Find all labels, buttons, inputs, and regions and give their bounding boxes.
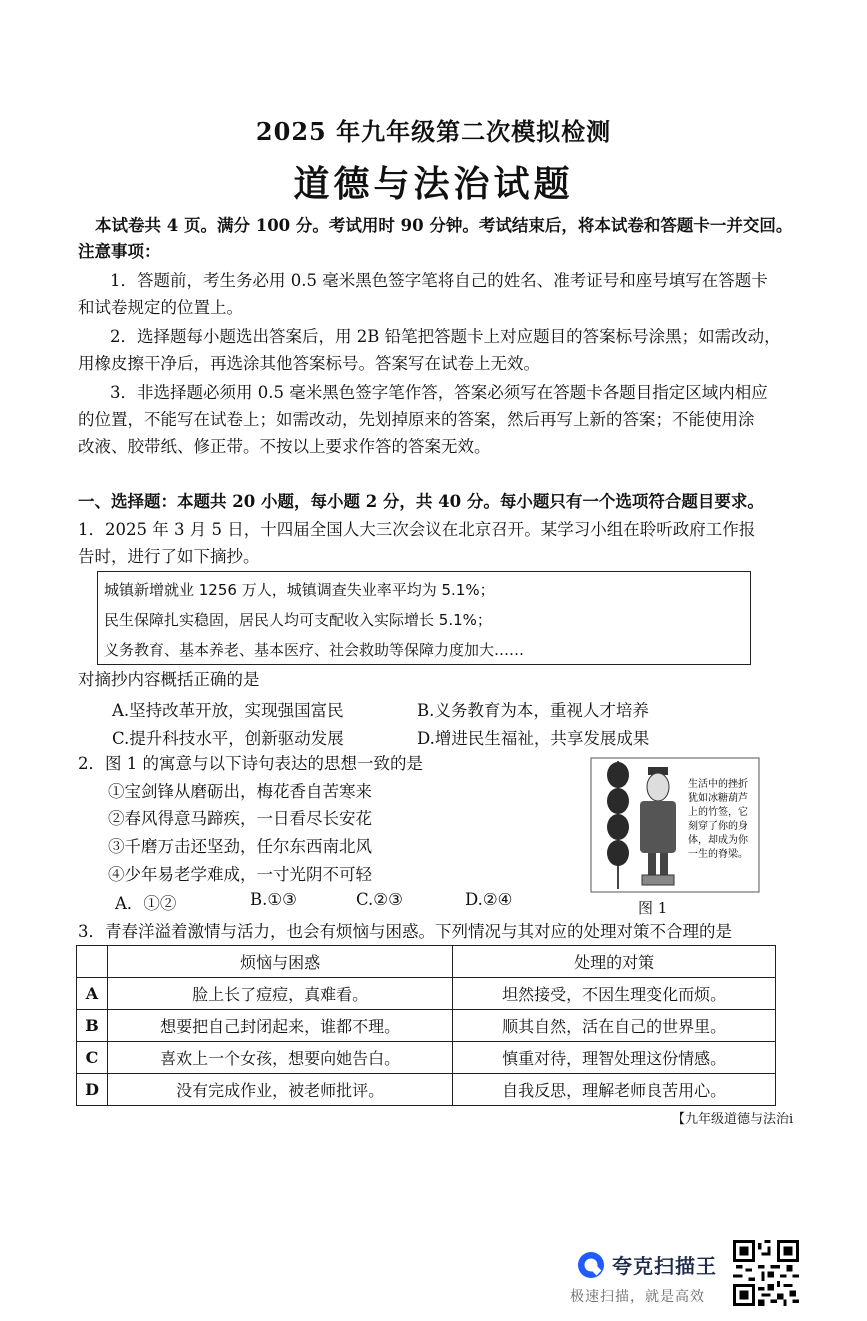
person-leg-right <box>660 853 668 875</box>
q1-excerpt-line-2: 民生保障扎实稳固，居民人均可支配收入实际增长 5.1%； <box>104 611 492 629</box>
cartoon-caption-line-1: 生活中的挫折 <box>688 779 748 790</box>
section-1-heading-bold: 一、选择题： <box>78 492 177 511</box>
person-pedestal <box>642 875 674 885</box>
q2-option-d: D.②④ <box>465 890 513 909</box>
notice-item-2-line-1: 2．选择题每小题选出答案后，用 2B 铅笔把答题卡上对应题目的答案标号涂黑；如需改动， <box>110 327 781 346</box>
person-body <box>640 801 676 853</box>
q3-row-trouble: 没有完成作业，被老师批评。 <box>108 1074 453 1106</box>
cartoon-caption-line-3: 上的竹签，它 <box>688 807 748 818</box>
tanghulu-ball-2 <box>607 788 629 814</box>
person-leg-left <box>648 853 656 875</box>
figure-1-cartoon <box>590 757 760 897</box>
q3-header-blank <box>77 946 108 978</box>
q3-row-label: D <box>77 1074 108 1106</box>
q1-stem-line-2: 告时，进行了如下摘抄。 <box>78 547 260 566</box>
q3-row-response: 坦然接受，不因生理变化而烦。 <box>453 978 776 1010</box>
tanghulu-ball-4 <box>607 840 629 866</box>
q2-option-c: C.②③ <box>356 890 403 909</box>
qr-code-icon <box>733 1240 799 1306</box>
notice-item-3-line-1: 3．非选择题必须用 0.5 毫米黑色签字笔作答，答案必须写在答题卡各题目指定区域内相应 <box>110 383 768 402</box>
cartoon-caption-line-4: 刻穿了你的身 <box>688 821 748 832</box>
notice-item-1-line-2: 和试卷规定的位置上。 <box>78 298 243 317</box>
brand-name: 夸克扫描王 <box>612 1254 717 1278</box>
q1-option-d: D.增进民生福祉，共享发展成果 <box>417 729 650 748</box>
q3-header-response: 处理的对策 <box>453 946 776 978</box>
table-row <box>77 1042 776 1074</box>
q1-option-a: A.坚持改革开放，实现强国富民 <box>112 701 344 720</box>
tanghulu-ball-1 <box>607 762 629 788</box>
table-row <box>77 1074 776 1106</box>
figure-1-caption: 图 1 <box>638 899 668 917</box>
quark-logo-icon <box>576 1250 606 1280</box>
page-footer-tag: 【九年级道德与法治i <box>672 1112 794 1127</box>
q3-stem: 3．青春洋溢着激情与活力，也会有烦恼与困惑。下列情况与其对应的处理对策不合理的是 <box>78 922 732 941</box>
notice-item-3-line-3: 改液、胶带纸、修正带。不按以上要求作答的答案无效。 <box>78 437 491 456</box>
cartoon-caption-line-2: 犹如冰糖葫芦 <box>688 793 748 804</box>
q2-option-b: B.①③ <box>250 890 297 909</box>
table-row <box>77 1010 776 1042</box>
brand-slogan: 极速扫描，就是高效 <box>570 1289 705 1305</box>
section-1-heading-rest: 本题共 20 小题，每小题 2 分，共 40 分。每小题只有一个选项符合题目要求。 <box>177 492 764 511</box>
notice-heading: 注意事项： <box>78 242 161 261</box>
exam-title: 2025 年九年级第二次模拟检测 <box>255 117 612 146</box>
q2-item-3: ③千磨万击还坚劲，任尔东西南北风 <box>108 837 372 856</box>
q2-item-1: ①宝剑锋从磨砺出，梅花香自苦寒来 <box>108 782 372 801</box>
subject-title: 道德与法治试题 <box>293 163 574 205</box>
q1-option-b: B.义务教育为本，重视人才培养 <box>417 701 649 720</box>
q3-row-response: 自我反思，理解老师良苦用心。 <box>453 1074 776 1106</box>
q1-excerpt-line-1: 城镇新增就业 1256 万人，城镇调查失业率平均为 5.1%； <box>104 581 495 599</box>
intro-text: 本试卷共 4 页。满分 100 分。考试用时 90 分钟。考试结束后，将本试卷和答题卡一并交回。 <box>95 216 793 235</box>
q3-row-response: 顺其自然，活在自己的世界里。 <box>453 1010 776 1042</box>
q2-option-a: A．①② <box>115 894 177 913</box>
q3-row-label: B <box>77 1010 108 1042</box>
q1-stem-line-1: 1．2025 年 3 月 5 日，十四届全国人大三次会议在北京召开。某学习小组在聆听政府工作报 <box>78 520 756 539</box>
notice-item-2-line-2: 用橡皮擦干净后，再选涂其他答案标号。答案写在试卷上无效。 <box>78 354 540 373</box>
cartoon-caption-line-5: 体，却成为你 <box>688 835 748 846</box>
q3-header-trouble: 烦恼与困惑 <box>108 946 453 978</box>
section-1-heading <box>78 488 764 515</box>
person-head <box>647 773 669 801</box>
notice-item-1-line-1: 1．答题前，考生务必用 0.5 毫米黑色签字笔将自己的姓名、准考证号和座号填写在答题卡 <box>110 271 768 290</box>
q1-option-c: C.提升科技水平，创新驱动发展 <box>112 729 344 748</box>
q2-item-4: ④少年易老学难成，一寸光阴不可轻 <box>108 865 372 884</box>
q1-excerpt-box <box>97 571 751 665</box>
q3-row-trouble: 喜欢上一个女孩，想要向她告白。 <box>108 1042 453 1074</box>
q3-row-label: A <box>77 978 108 1010</box>
q3-row-label: C <box>77 1042 108 1074</box>
cartoon-caption-line-6: 一生的脊梁。 <box>688 849 748 860</box>
q1-question: 对摘抄内容概括正确的是 <box>78 670 260 689</box>
table-row <box>77 978 776 1010</box>
q2-item-2: ②春风得意马蹄疾，一日看尽长安花 <box>108 809 372 828</box>
q2-stem: 2．图 1 的寓意与以下诗句表达的思想一致的是 <box>78 754 423 773</box>
q3-row-trouble: 脸上长了痘痘，真难看。 <box>108 978 453 1010</box>
notice-item-3-line-2: 的位置，不能写在试卷上；如需改动，先划掉原来的答案，然后再写上新的答案；不能使用涂 <box>78 410 755 429</box>
q3-table <box>76 945 776 1106</box>
q3-table-header-row <box>77 946 776 978</box>
q1-excerpt-line-3: 义务教育、基本养老、基本医疗、社会救助等保障力度加大…… <box>104 641 525 659</box>
tanghulu-ball-3 <box>607 814 629 840</box>
q3-row-response: 慎重对待，理智处理这份情感。 <box>453 1042 776 1074</box>
q3-row-trouble: 想要把自己封闭起来，谁都不理。 <box>108 1010 453 1042</box>
